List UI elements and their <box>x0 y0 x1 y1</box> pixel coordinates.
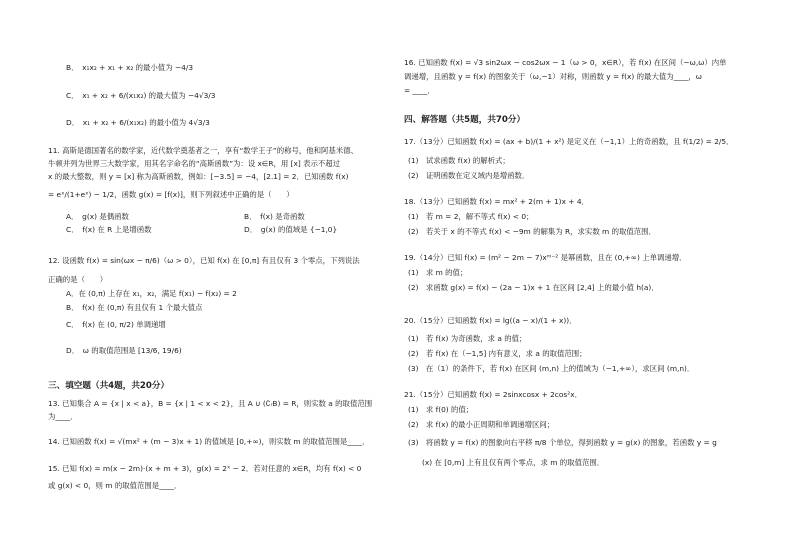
q16-line-1: 16. 已知函数 f(x) = √3 sin2ωx − cos2ωx − 1（ω > 0，x∈R），若 f(x) 在区间（−ω,ω）内单 <box>404 58 727 67</box>
q12-option-d: D． ω 的取值范围是 [13/6, 19/6) <box>66 346 182 355</box>
q17-part-2: (2) 证明函数在定义域内是增函数． <box>408 171 530 180</box>
q21-stem: 21.（15分）已知函数 f(x) = 2sinxcosx + 2cos²x． <box>404 390 582 399</box>
q18-stem: 18.（13分）已知函数 f(x) = mx² + 2(m + 1)x + 4． <box>404 197 589 206</box>
q11-line-2: 牛顿并列为世界三大数学家，用其名字命名的“高斯函数”为：设 x∈R，用 [x] 表示不超过 <box>48 159 341 168</box>
q11-option-b: B． f(x) 是奇函数 <box>244 212 305 221</box>
q21-part-2: (2) 求 f(x) 的最小正周期和单调递增区间； <box>408 420 555 429</box>
right-column <box>404 0 760 560</box>
q19-part-2: (2) 求函数 g(x) = f(x) − (2a − 1)x + 1 在区间 [2,4] 上的最小值 h(a)． <box>408 283 659 292</box>
q13-line-2: 为____． <box>48 412 78 421</box>
q11-line-3: x 的最大整数，则 y = [x] 称为高斯函数，例如：[−3.5] = −4，[2.1] = 2．已知函数 f(x) <box>48 172 349 181</box>
q10-option-c: C． x₁ + x₂ + 6/(x₁x₂) 的最大值为 −4√3/3 <box>66 91 216 100</box>
q19-part-1: (1) 求 m 的值； <box>408 268 468 277</box>
q12-option-b: B． f(x) 在 (0,π) 有且仅有 1 个最大值点 <box>66 303 203 312</box>
section-solutions-heading: 四、解答题（共5题，共70分） <box>404 115 526 125</box>
q13-line-1: 13. 已知集合 A = {x | x < a}，B = {x | 1 < x < 2}，且 A ∪ (∁ᵣB) = R，则实数 a 的取值范围 <box>48 399 373 408</box>
left-column <box>48 0 392 560</box>
q15-line-1: 15. 已知 f(x) = m(x − 2m)·(x + m + 3)，g(x) = 2ˣ − 2．若对任意的 x∈R，均有 f(x) < 0 <box>48 464 362 473</box>
q17-stem: 17.（13分）已知函数 f(x) = (ax + b)/(1 + x²) 是定义在（−1,1）上的奇函数，且 f(1/2) = 2/5． <box>404 137 734 146</box>
q12-line-2: 正确的是（ ） <box>48 275 108 284</box>
q21-part-3: (3) 将函数 y = f(x) 的图象向右平移 π/8 个单位，得到函数 y = g(x) 的图象，若函数 y = g <box>408 438 717 447</box>
q11-option-d: D． g(x) 的值域是 {−1,0} <box>244 225 338 234</box>
q11-line-4: = eˣ/(1+eˣ) − 1/2，函数 g(x) = [f(x)]，则下列叙述中正确的是（ ） <box>48 190 294 199</box>
q21-part-1: (1) 求 f(0) 的值； <box>408 405 474 414</box>
q16-line-3: = ____． <box>404 86 435 95</box>
q10-option-b: B． x₁x₂ + x₁ + x₂ 的最小值为 −4/3 <box>66 63 194 72</box>
q10-option-d: D． x₁ + x₂ + 6/(x₁x₂) 的最小值为 4√3/3 <box>66 118 210 127</box>
q11-line-1: 11. 高斯是德国著名的数学家，近代数学奠基者之一，享有“数学王子”的称号，他和阿基米德、 <box>48 146 358 155</box>
section-fill-in-heading: 三、填空题（共4题，共20分） <box>48 381 170 391</box>
q20-part-1: (1) 若 f(x) 为奇函数，求 a 的值； <box>408 334 527 343</box>
q20-part-2: (2) 若 f(x) 在（−1,5] 内有意义，求 a 的取值范围； <box>408 349 587 358</box>
q18-part-2: (2) 若关于 x 的不等式 f(x) < −9m 的解集为 R，求实数 m 的取值范围． <box>408 227 656 236</box>
q20-part-3: (3) 在（1）的条件下，若 f(x) 在区间 (m,n) 上的值域为（−1,+∞），求区间 (m,n)． <box>408 364 695 373</box>
q21-part-3-cont: (x) 在 [0,m] 上有且仅有两个零点，求 m 的取值范围． <box>422 458 605 467</box>
q11-option-a: A． g(x) 是偶函数 <box>66 212 129 221</box>
q15-line-2: 或 g(x) < 0，则 m 的取值范围是____． <box>48 481 182 490</box>
q16-line-2: 调递增，且函数 y = f(x) 的图象关于（ω,−1）对称，则函数 y = f(x) 的最大值为____，ω <box>404 72 702 81</box>
q18-part-1: (1) 若 m = 2，解不等式 f(x) < 0； <box>408 212 534 221</box>
q20-stem: 20.（15分）已知函数 f(x) = lg((a − x)/(1 + x))． <box>404 316 577 325</box>
q12-option-a: A．在 (0,π) 上存在 x₁，x₂，满足 f(x₁) − f(x₂) = 2 <box>66 289 237 298</box>
q12-option-c: C． f(x) 在 (0, π/2) 单调递增 <box>66 320 166 329</box>
q17-part-1: (1) 试求函数 f(x) 的解析式； <box>408 156 510 165</box>
q14: 14. 已知函数 f(x) = √(mx² + (m − 3)x + 1) 的值域是 [0,+∞)，则实数 m 的取值范围是____． <box>48 437 370 446</box>
q11-option-c: C． f(x) 在 R 上是增函数 <box>66 225 152 234</box>
q12-line-1: 12. 设函数 f(x) = sin(ωx − π/6)（ω > 0），已知 f(x) 在 [0,π] 有且仅有 3 个零点，下列说法 <box>48 256 360 265</box>
q19-stem: 19.（14分）已知 f(x) = (m² − 2m − 7)xᵐ⁻² 是幂函数，且在 (0,+∞) 上单调递增． <box>404 253 687 262</box>
